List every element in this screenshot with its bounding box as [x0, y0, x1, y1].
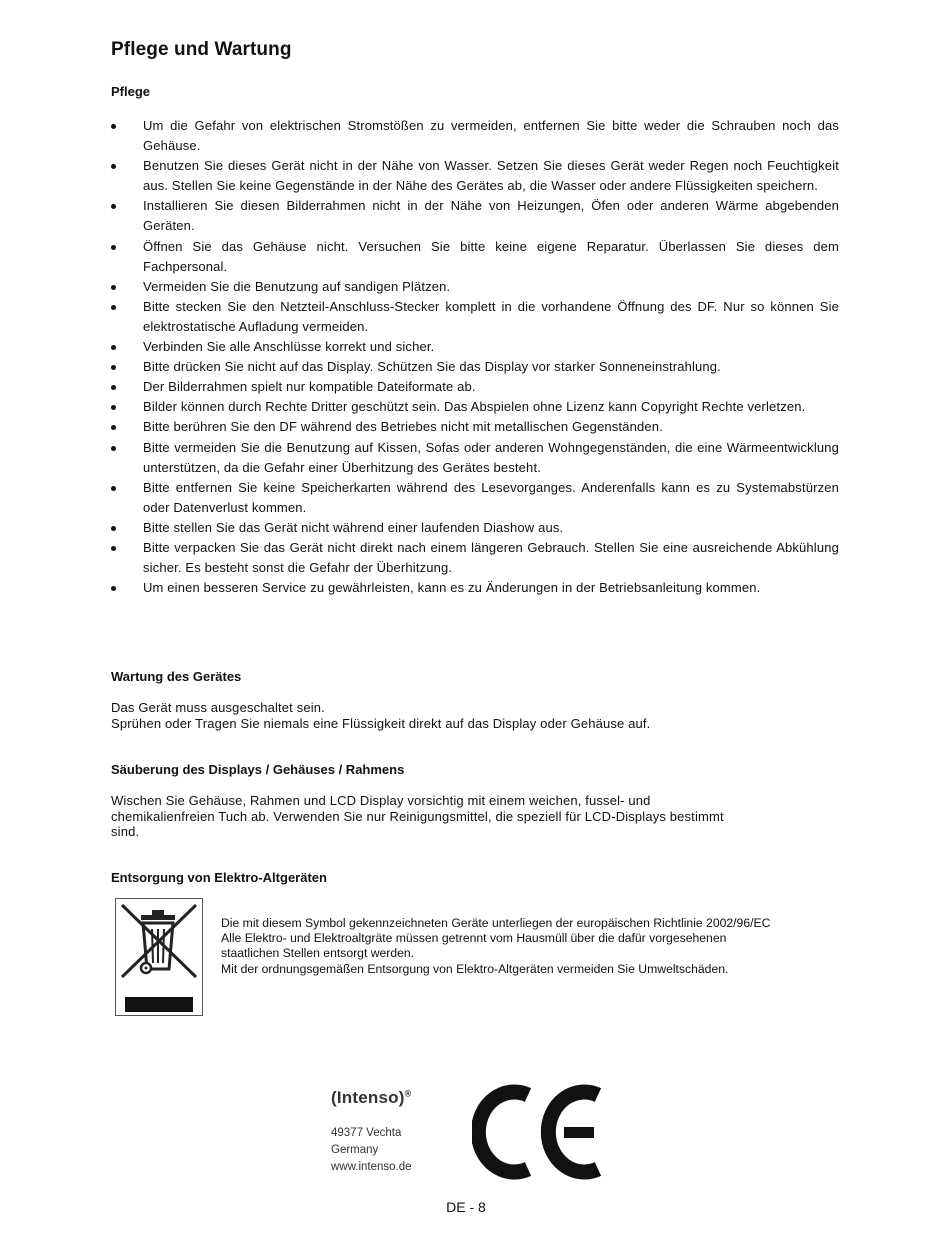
- page-number: DE - 8: [446, 1199, 486, 1215]
- care-bullet-list: [111, 116, 839, 598]
- bullet-dot-icon: [111, 405, 116, 410]
- care-bullet-item: [111, 578, 839, 598]
- bullet-dot-icon: [111, 245, 116, 250]
- care-bullet-item: [111, 156, 839, 196]
- page-title: Pflege und Wartung: [111, 39, 292, 60]
- care-bullet-item: [111, 277, 839, 297]
- care-bullet-text: Um einen besseren Service zu gewährleisten, kann es zu Änderungen in der Betriebsanleitung kommen.: [143, 580, 761, 596]
- care-bullet-text: Installieren Sie diesen Bilderrahmen nicht in der Nähe von Heizungen, Öfen oder anderen Wärme abgebenden Geräten.: [143, 198, 839, 234]
- bullet-dot-icon: [111, 124, 116, 129]
- bullet-dot-icon: [111, 425, 116, 430]
- bullet-dot-icon: [111, 305, 116, 310]
- care-bullet-text: Benutzen Sie dieses Gerät nicht in der Nähe von Wasser. Setzen Sie dieses Gerät weder Regen noch Feuchtigkeit aus. Stellen Sie keine Gegenstände in der Nähe des Gerätes ab, die Wasser oder andere Flüssigkeiten speichern.: [143, 158, 839, 194]
- care-bullet-text: Bitte berühren Sie den DF während des Betriebes nicht mit metallischen Gegenständen.: [143, 419, 663, 435]
- care-bullet-text: Vermeiden Sie die Benutzung auf sandigen Plätzen.: [143, 278, 451, 294]
- cleaning-line: Wischen Sie Gehäuse, Rahmen und LCD Display vorsichtig mit einem weichen, fussel- und: [111, 793, 651, 808]
- care-bullet-text: Bitte vermeiden Sie die Benutzung auf Kissen, Sofas oder anderen Wohngegenständen, die eine Wärmeentwicklung unterstützen, da die Gefahr einer Überhitzung des Gerätes besteht.: [143, 439, 839, 475]
- bullet-dot-icon: [111, 204, 116, 209]
- care-bullet-text: Verbinden Sie alle Anschlüsse korrekt und sicher.: [143, 339, 435, 355]
- cleaning-text: [111, 793, 821, 840]
- disposal-heading: Entsorgung von Elektro-Altgeräten: [111, 870, 327, 885]
- manufacturer-block: [331, 1088, 451, 1176]
- care-bullet-item: [111, 357, 839, 377]
- bullet-dot-icon: [111, 446, 116, 451]
- disposal-line: staatlichen Stellen entsorgt werden.: [221, 946, 415, 961]
- bullet-dot-icon: [111, 486, 116, 491]
- address-website: www.intenso.de: [331, 1161, 412, 1173]
- crossed-out-wheelie-bin-icon: [115, 898, 203, 1016]
- care-bullet-item: [111, 337, 839, 357]
- disposal-line: Mit der ordnungsgemäßen Entsorgung von Elektro-Altgeräten vermeiden Sie Umweltschäden.: [221, 961, 729, 976]
- care-bullet-item: [111, 297, 839, 337]
- bullet-dot-icon: [111, 365, 116, 370]
- care-bullet-item: [111, 377, 839, 397]
- care-bullet-item: [111, 478, 839, 518]
- care-bullet-item: [111, 116, 839, 156]
- bullet-dot-icon: [111, 385, 116, 390]
- bullet-dot-icon: [111, 345, 116, 350]
- cleaning-heading: Säuberung des Displays / Gehäuses / Rahmens: [111, 762, 405, 777]
- maintenance-text: [111, 700, 821, 731]
- ce-mark-icon: [472, 1084, 604, 1180]
- care-bullet-item: [111, 196, 839, 236]
- brand-name: (Intenso): [331, 1088, 405, 1107]
- disposal-text: [221, 916, 861, 977]
- care-bullet-item: [111, 438, 839, 478]
- care-bullet-text: Bitte verpacken Sie das Gerät nicht direkt nach einem längeren Gebrauch. Stellen Sie eine ausreichende Abkühlung sicher. Es besteht sonst die Gefahr der Überhitzung.: [143, 539, 839, 576]
- maintenance-line: Das Gerät muss ausgeschaltet sein.: [111, 700, 325, 715]
- care-bullet-item: [111, 237, 839, 277]
- manufacturer-address: [331, 1125, 451, 1176]
- care-bullet-text: Bitte entfernen Sie keine Speicherkarten während des Lesevorganges. Anderenfalls kann es zu Systemabstürzen oder Datenverlust kommen.: [143, 479, 839, 515]
- care-bullet-item: [111, 397, 839, 417]
- brand-logo: [331, 1088, 451, 1108]
- bullet-dot-icon: [111, 164, 116, 169]
- care-bullet-text: Öffnen Sie das Gehäuse nicht. Versuchen Sie bitte keine eigene Reparatur. Überlassen Sie dieses dem Fachpersonal.: [143, 238, 839, 274]
- maintenance-heading: Wartung des Gerätes: [111, 669, 242, 684]
- cleaning-line: sind.: [111, 824, 140, 839]
- care-bullet-item: [111, 538, 839, 578]
- cleaning-line: chemikalienfreien Tuch ab. Verwenden Sie nur Reinigungsmittel, die speziell für LCD-Displays bestimmt: [111, 808, 724, 824]
- care-bullet-item: [111, 518, 839, 538]
- care-bullet-item: [111, 417, 839, 437]
- care-bullet-text: Bilder können durch Rechte Dritter geschützt sein. Das Abspielen ohne Lizenz kann Copyright Rechte verletzen.: [143, 399, 806, 415]
- address-country: Germany: [331, 1144, 379, 1156]
- care-heading: Pflege: [111, 84, 151, 99]
- care-bullet-text: Bitte stellen Sie das Gerät nicht während einer laufenden Diashow aus.: [143, 519, 564, 535]
- registered-mark: ®: [404, 1088, 412, 1099]
- care-bullet-text: Der Bilderrahmen spielt nur kompatible Dateiformate ab.: [143, 379, 476, 395]
- bullet-dot-icon: [111, 526, 116, 531]
- maintenance-line: Sprühen oder Tragen Sie niemals eine Flüssigkeit direkt auf das Display oder Gehäuse auf.: [111, 715, 651, 731]
- bullet-dot-icon: [111, 586, 116, 591]
- care-bullet-text: Um die Gefahr von elektrischen Stromstößen zu vermeiden, entfernen Sie bitte weder die Schrauben noch das Gehäuse.: [143, 118, 839, 154]
- disposal-line: Alle Elektro- und Elektroaltgräte müssen getrennt vom Hausmüll über die dafür vorgesehenen: [221, 931, 727, 946]
- address-city: 49377 Vechta: [331, 1127, 402, 1139]
- bullet-dot-icon: [111, 285, 116, 290]
- disposal-line: Die mit diesem Symbol gekennzeichneten Geräte unterliegen der europäischen Richtlinie 2002/96/EC: [221, 916, 771, 930]
- care-bullet-text: Bitte stecken Sie den Netzteil-Anschluss-Stecker komplett in die vorhandene Öffnung des DF. Nur so können Sie elektrostatische Aufladung vermeiden.: [143, 298, 839, 334]
- bullet-dot-icon: [111, 546, 116, 551]
- care-bullet-text: Bitte drücken Sie nicht auf das Display. Schützen Sie das Display vor starker Sonneneinstrahlung.: [143, 359, 721, 375]
